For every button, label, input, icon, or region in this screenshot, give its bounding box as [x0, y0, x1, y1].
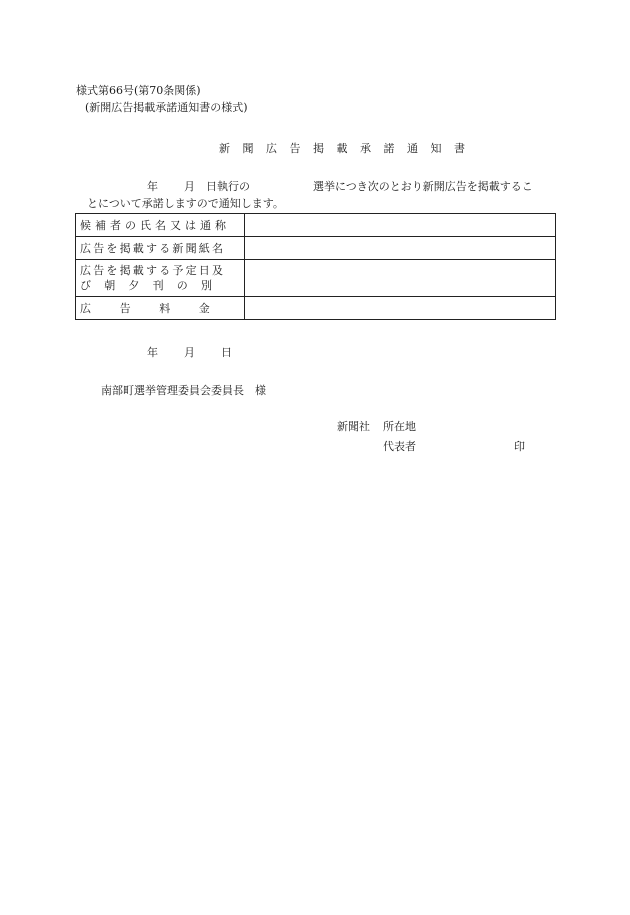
representative-label: 代表者 [383, 440, 416, 453]
statement-line-1: 選挙につき次のとおり新開広告を掲載するこ [313, 180, 533, 193]
form-subtitle: (新開広告掲載承諾通知書の様式) [85, 101, 248, 114]
document-title: 新 聞 広 告 掲 載 承 諾 通 知 書 [219, 142, 470, 155]
table-row [76, 214, 556, 237]
table-row [76, 260, 556, 297]
statement-line-2: とについて承諾しますので通知します。 [87, 197, 284, 210]
address-label: 所在地 [383, 420, 416, 433]
footer-day-label: 日 [221, 346, 232, 359]
date-month-label: 月 [184, 180, 195, 193]
advertising-fee-field[interactable] [245, 297, 556, 320]
schedule-edition-label: 広告を掲載する予定日及 び 朝 夕 刊 の 別 [76, 260, 245, 297]
addressee: 南部町選挙管理委員会委員長 様 [101, 384, 266, 397]
newspaper-name-label: 広告を掲載する新聞紙名 [76, 237, 245, 260]
schedule-edition-field[interactable] [245, 260, 556, 297]
footer-month-label: 月 [184, 346, 195, 359]
candidate-name-field[interactable] [245, 214, 556, 237]
seal-label: 印 [514, 440, 525, 453]
form-number: 様式第66号(第70条関係) [76, 84, 201, 97]
candidate-name-label: 候補者の氏名又は通称 [76, 214, 245, 237]
table-row [76, 297, 556, 320]
advertising-fee-label: 広 告 料 金 [76, 297, 245, 320]
footer-year-label: 年 [147, 346, 158, 359]
notification-table [75, 213, 556, 320]
table-row [76, 237, 556, 260]
company-label: 新聞社 [337, 420, 370, 433]
date-year-label: 年 [147, 180, 158, 193]
execution-day-label: 日執行の [206, 180, 250, 193]
newspaper-name-field[interactable] [245, 237, 556, 260]
